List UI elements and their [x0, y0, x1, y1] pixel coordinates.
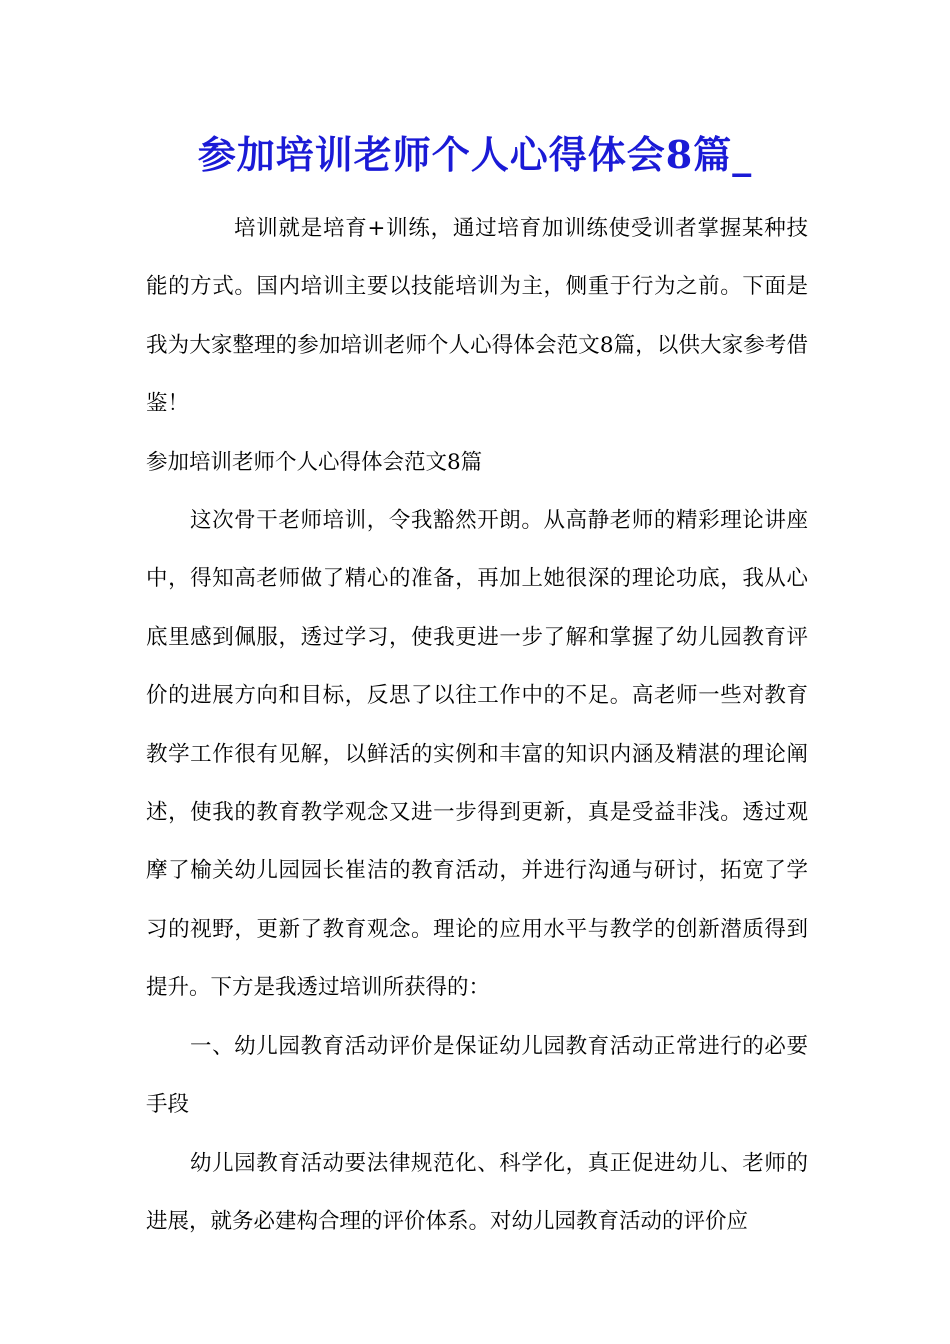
document-title: 参加培训老师个人心得体会8篇_ — [197, 132, 753, 177]
body-paragraph: 这次骨干老师培训，令我豁然开朗。从高静老师的精彩理论讲座中，得知高老师做了精心的准备，再加上她很深的理论功底，我从心底里感到佩服，透过学习，使我更进一步了解和掌握了幼儿园教育评价的进展方向和目标，反思了以往工作中的不足。高老师一些对教育教学工作很有见解，以鲜活的实例和丰富的知识内涵及精湛的理论阐述，使我的教育教学观念又进一步得到更新，真是受益非浅。透过观摩了榆关幼儿园园长崔洁的教育活动，并进行沟通与研讨，拓宽了学习的视野，更新了教育观念。理论的应用水平与教学的创新潜质得到提升。下方是我透过培训所获得的： — [146, 508, 808, 1001]
intro-paragraph: 培训就是培育+训练，通过培育加训练使受训者掌握某种技能的方式。国内培训主要以技能培训为主，侧重于行为之前。下面是我为大家整理的参加培训老师个人心得体会范文8篇，以供大家参考借鉴！ — [146, 216, 808, 417]
section-heading: 一、幼儿园教育活动评价是保证幼儿园教育活动正常进行的必要手段 — [146, 1033, 808, 1118]
body-paragraph: 幼儿园教育活动要法律规范化、科学化，真正促进幼儿、老师的进展，就务必建构合理的评价体系。对幼儿园教育活动的评价应 — [146, 1150, 808, 1234]
section-subtitle: 参加培训老师个人心得体会范文8篇 — [146, 449, 483, 475]
document-body — [146, 200, 808, 1251]
